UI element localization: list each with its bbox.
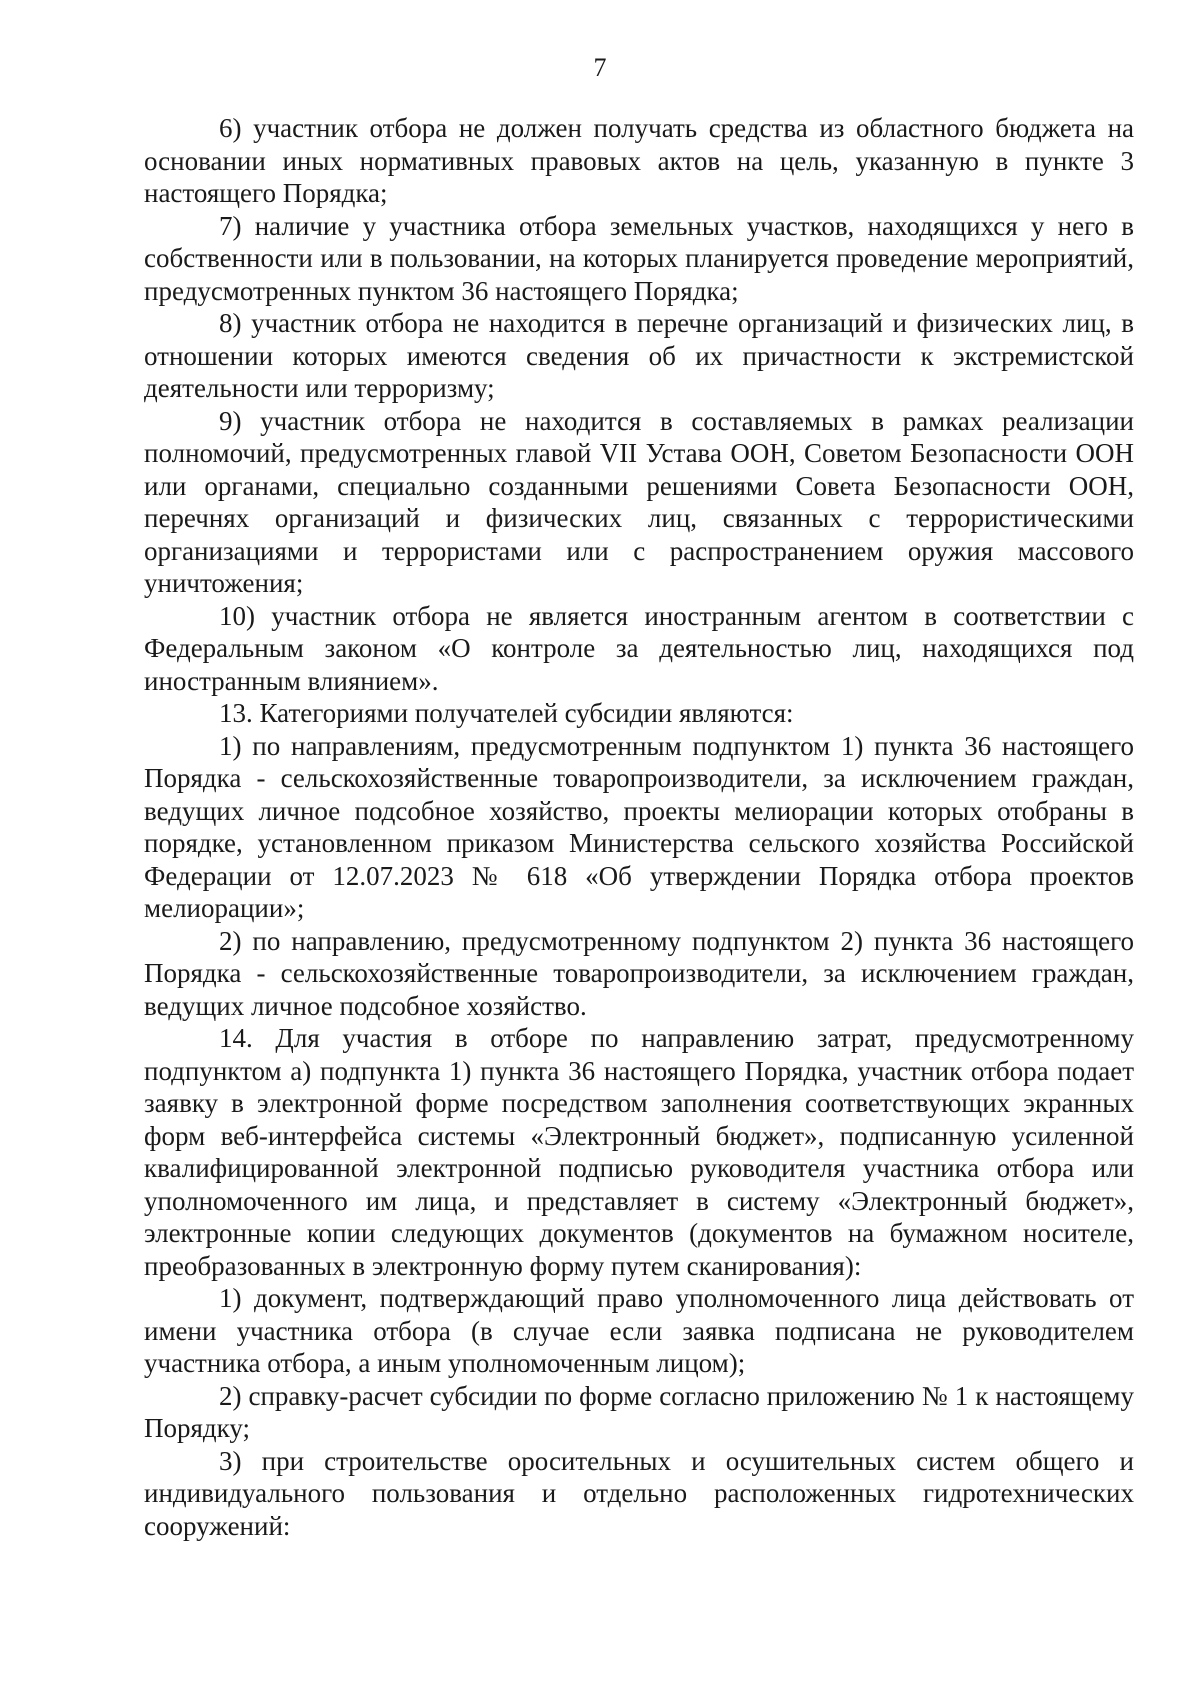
- paragraph-8-extremism-list: 8) участник отбора не находится в перечне организаций и физических лиц, в отношении которых имеются сведения об их причастности к экстремистской деятельности или терроризму;: [144, 308, 1134, 403]
- paragraph-9-un-lists: 9) участник отбора не находится в составляемых в рамках реализации полномочий, предусмотренных главой VII Устава ООН, Советом Безопасности ООН или органами, специально созданными решениями Совета Безопасности ООН, перечнях организаций и физических лиц, связанных с террористическими организациями и террористами или с распространением оружия массового уничтожения;: [144, 405, 1134, 598]
- paragraph-10-foreign-agent: 10) участник отбора не является иностранным агентом в соответствии с Федеральным законом «О контроле за деятельностью лиц, находящихся под иностранным влиянием».: [144, 600, 1134, 696]
- section-13-item-1: 1) по направлениям, предусмотренным подпунктом 1) пункта 36 настоящего Порядка - сельскохозяйственные товаропроизводители, за исключением граждан, ведущих личное подсобное хозяйство, проекты мелиорации которых отобраны в порядке, установленном приказом Министерства сельского хозяйства Российской Федерации от 12.07.2023 № 618 «Об утверждении Порядка отбора проектов мелиорации»;: [144, 730, 1134, 923]
- page-number: 7: [593, 53, 607, 82]
- paragraph-7-land-plots: 7) наличие у участника отбора земельных участков, находящихся у него в собственности или в пользовании, на которых планируется проведение мероприятий, предусмотренных пунктом 36 настоящего Порядка;: [144, 210, 1134, 306]
- section-14-intro: 14. Для участия в отборе по направлению затрат, предусмотренному подпунктом а) подпункта 1) пункта 36 настоящего Порядка, участник отбора подает заявку в электронной форме посредством заполнения соответствующих экранных форм веб-интерфейса системы «Электронный бюджет», подписанную усиленной квалифицированной электронной подписью руководителя участника отбора или уполномоченного им лица, и представляет в систему «Электронный бюджет», электронные копии следующих документов (документов на бумажном носителе, преобразованных в электронную форму путем сканирования):: [144, 1023, 1134, 1281]
- section-14-item-2: 2) справку-расчет субсидии по форме согласно приложению № 1 к настоящему Порядку;: [144, 1380, 1134, 1443]
- document-body: [144, 112, 1134, 1542]
- section-13-heading: 13. Категориями получателей субсидии являются:: [219, 698, 794, 728]
- section-13-item-2: 2) по направлению, предусмотренному подпунктом 2) пункта 36 настоящего Порядка - сельскохозяйственные товаропроизводители, за исключением граждан, ведущих личное подсобное хозяйство.: [144, 925, 1134, 1021]
- section-14-item-1: 1) документ, подтверждающий право уполномоченного лица действовать от имени участника отбора (в случае если заявка подписана не руководителем участника отбора, а иным уполномоченным лицом);: [144, 1283, 1134, 1378]
- section-14-item-3: 3) при строительстве оросительных и осушительных систем общего и индивидуального пользования и отдельно расположенных гидротехнических сооружений:: [144, 1445, 1134, 1541]
- paragraph-6-budget-funds: 6) участник отбора не должен получать средства из областного бюджета на основании иных нормативных правовых актов на цель, указанную в пункте 3 настоящего Порядка;: [144, 113, 1134, 208]
